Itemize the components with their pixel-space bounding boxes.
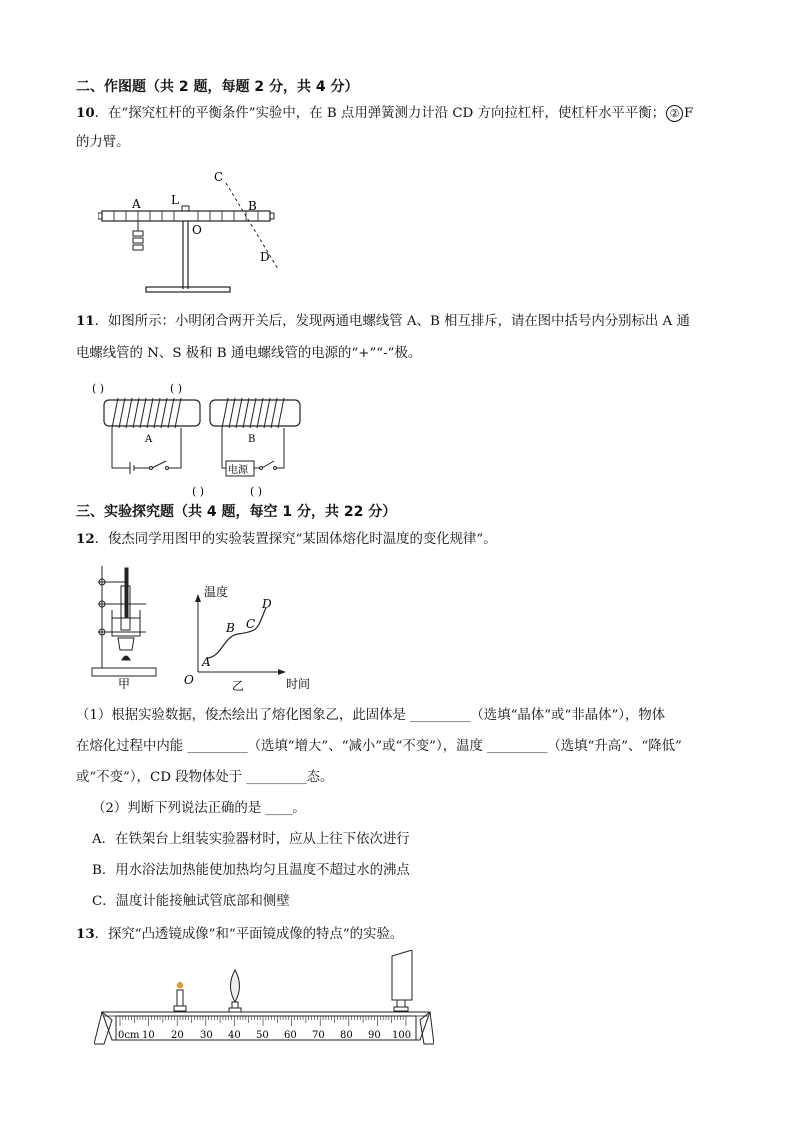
circled-number: ② bbox=[666, 105, 683, 122]
question-text: ．如图所示：小明闭合两开关后，发现两通电螺线管 A、B 相互排斥，请在图中括号内分别标出 A 通 bbox=[94, 314, 690, 329]
origin-label: O bbox=[184, 673, 194, 687]
question-10-line1 bbox=[76, 104, 693, 123]
option-B: B．用水浴法加热能使加热均匀且温度不超过水的沸点 bbox=[92, 863, 410, 878]
question-number: 11 bbox=[76, 313, 95, 329]
label-C: C bbox=[214, 170, 224, 184]
candle bbox=[174, 982, 186, 1011]
ruler-tick-labels bbox=[118, 1030, 411, 1041]
xlabel: 时间 bbox=[286, 677, 311, 691]
optical-bench-figure bbox=[94, 950, 434, 1050]
light-screen bbox=[392, 950, 412, 1011]
convex-lens bbox=[229, 970, 241, 1012]
power-label: 电源 bbox=[228, 465, 248, 476]
paren-B-right: ( ) bbox=[250, 485, 263, 498]
lever-ticks bbox=[114, 211, 258, 221]
candle-flame-icon bbox=[177, 982, 183, 988]
paren-B-left: ( ) bbox=[192, 485, 205, 498]
tick-label: 40 bbox=[228, 1030, 241, 1041]
label-B: B bbox=[248, 434, 256, 445]
label-yi: 乙 bbox=[232, 679, 245, 692]
label-D: D bbox=[260, 250, 270, 264]
point-C: C bbox=[246, 617, 256, 631]
lever-figure bbox=[98, 165, 288, 297]
tick-label: 100 bbox=[392, 1030, 412, 1041]
tick-label: 60 bbox=[284, 1030, 297, 1041]
melting-curve bbox=[208, 608, 266, 658]
question-13-stem bbox=[76, 925, 403, 944]
heating-apparatus-figure bbox=[88, 560, 168, 692]
label-A: A bbox=[132, 197, 141, 211]
option-C: C．温度计能接触试管底部和侧壁 bbox=[92, 894, 290, 909]
point-B: B bbox=[226, 621, 235, 635]
section-heading-3: 三、实验探究题（共 4 题，每空 1 分，共 22 分） bbox=[76, 504, 397, 520]
point-A: A bbox=[202, 655, 211, 669]
q12-part2: （2）判断下列说法正确的是 ____。 bbox=[92, 801, 306, 816]
q12-part1-line3: 或“不变”），CD 段物体处于 _________态。 bbox=[76, 770, 334, 785]
question-12-stem bbox=[76, 530, 497, 549]
ylabel: 温度 bbox=[204, 585, 229, 599]
temperature-time-graph bbox=[180, 580, 320, 692]
ruler-ticks bbox=[120, 1016, 406, 1026]
tick-label: 30 bbox=[200, 1030, 213, 1041]
coil-B-turns bbox=[222, 398, 284, 428]
paren-A-right: ( ) bbox=[170, 382, 183, 395]
question-11-line2: 电螺线管的 N、S 极和 B 通电螺线管的电源的“+”“-”极。 bbox=[76, 346, 422, 361]
tick-label: 10 bbox=[142, 1030, 155, 1041]
tick-label: 0cm bbox=[118, 1030, 140, 1041]
question-number: 10 bbox=[76, 105, 95, 121]
tick-label: 50 bbox=[256, 1030, 269, 1041]
flame-icon bbox=[122, 656, 130, 660]
question-11-line1 bbox=[76, 312, 690, 331]
pivot-nut bbox=[182, 206, 189, 211]
q12-part1-line2: 在熔化过程中内能 _________（选填“增大”、“减小”或“不变”），温度 _________（选填“升高”、“降低” bbox=[76, 739, 682, 754]
solenoid-figure bbox=[88, 378, 308, 500]
point-D: D bbox=[262, 597, 272, 611]
question-text: ．探究“凸透镜成像”和“平面镜成像的特点”的实验。 bbox=[94, 927, 404, 942]
label-O: O bbox=[192, 223, 202, 237]
section-heading-2: 二、作图题（共 2 题，每题 2 分，共 4 分） bbox=[76, 79, 359, 95]
option-A: A．在铁架台上组装实验器材时，应从上往下依次进行 bbox=[92, 832, 410, 847]
question-10-line2: 的力臂。 bbox=[76, 135, 130, 150]
q12-part1-line1: （1）根据实验数据，俊杰绘出了熔化图象乙，此固体是 _________（选填“晶体”或“非晶体”），物体 bbox=[76, 708, 666, 723]
iron-stand-base bbox=[92, 668, 156, 676]
paren-A-left: ( ) bbox=[92, 382, 105, 395]
question-number: 12 bbox=[76, 531, 95, 547]
tick-label: 70 bbox=[312, 1030, 325, 1041]
burner bbox=[118, 638, 134, 650]
hanging-weights bbox=[133, 221, 143, 250]
lever-bar bbox=[102, 211, 270, 221]
thermometer bbox=[125, 568, 128, 618]
question-text-end: F bbox=[684, 106, 694, 121]
question-text: ．俊杰同学用图甲的实验装置探究“某固体熔化时温度的变化规律”。 bbox=[94, 532, 497, 547]
tick-label: 80 bbox=[340, 1030, 353, 1041]
tick-label: 90 bbox=[368, 1030, 381, 1041]
tick-label: 20 bbox=[171, 1030, 184, 1041]
question-text: ．在“探究杠杆的平衡条件”实验中，在 B 点用弹簧测力计沿 CD 方向拉杠杆，使杠杆水平平衡； bbox=[94, 106, 666, 121]
label-B: B bbox=[248, 199, 257, 213]
label-A: A bbox=[145, 434, 153, 445]
label-jia: 甲 bbox=[118, 677, 131, 691]
question-number: 13 bbox=[76, 926, 95, 942]
cd-force-line bbox=[226, 183, 278, 269]
label-L: L bbox=[171, 193, 179, 207]
coil-A-turns bbox=[112, 398, 181, 428]
